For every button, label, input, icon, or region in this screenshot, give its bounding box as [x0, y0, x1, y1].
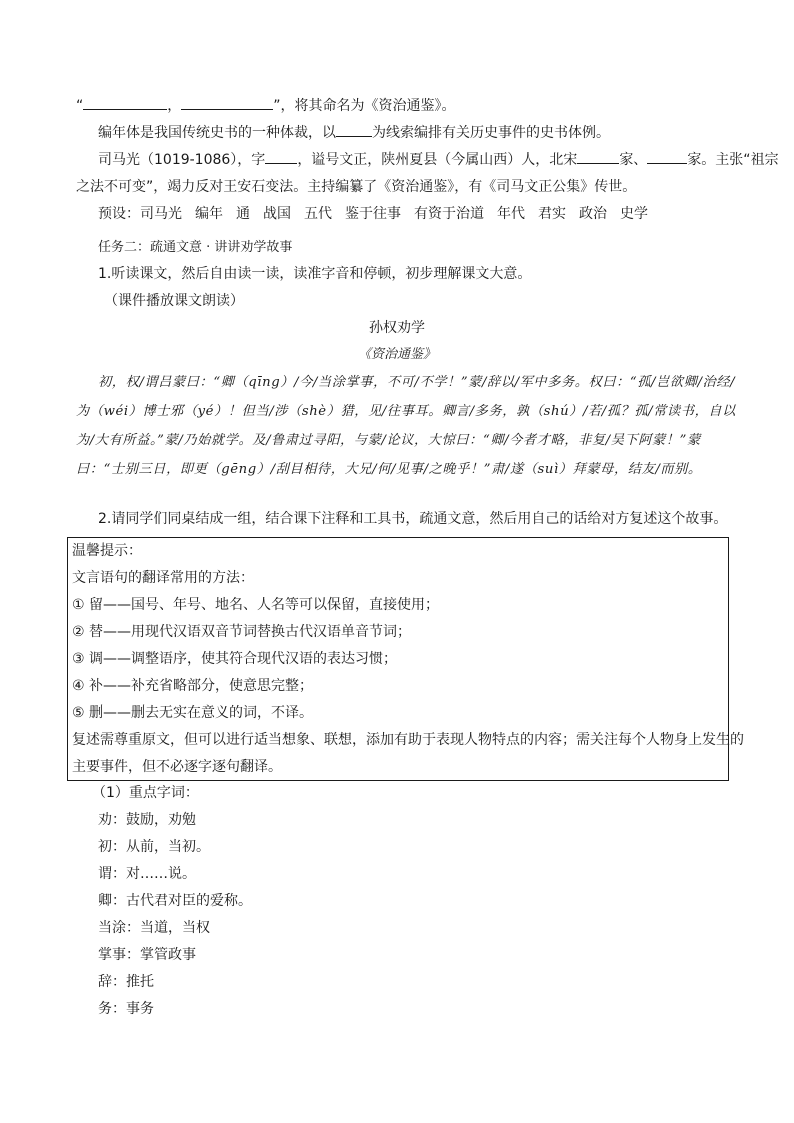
- classic-passage: 初，权/谓吕蒙曰：“卿（qīng）/今/当涂掌事，不可/不学！”蒙/辞以/军中多务。权曰：“孤/岂欲卿/治经/为（wéi）博士邪（yé）！但当/涉（shè）猎，见/往事耳。卿言/多务，孰（shú）/若/孤？孤/常读书，自以为/大有所益。”蒙/乃始就学。及/鲁肃过寻阳，与蒙/论议，大惊曰：“卿/今者才略，非复/吴下阿蒙！”蒙曰：“士别三日，即更（gēng）/刮目相待，大兄/何/见事/之晚乎！”肃/遂（suì）拜蒙母，结友/而别。: [76, 375, 736, 477]
- vocab-item: 当涂：当道，当权: [98, 920, 210, 936]
- vocab-item: 辞：推托: [98, 974, 154, 990]
- preset-answers: 预设：司马光 编年 通 战国 五代 鉴于往事 有资于治道 年代 君实 政治 史学: [98, 206, 648, 222]
- task2-step2: 2.请同学们同桌结成一组，结合课下注释和工具书，疏通文意，然后用自己的话给对方复述这个故事。: [98, 511, 728, 527]
- intro-line-2: 编年体是我国传统史书的一种体裁，以 为线索编排有关历史事件的史书体例。: [98, 120, 758, 147]
- vocab-item: 初：从前，当初。: [98, 839, 210, 855]
- blank-3[interactable]: [336, 121, 372, 137]
- text-title: 孙权劝学: [369, 320, 425, 336]
- text-source: 《资治通鉴》: [357, 347, 436, 362]
- vocab-item: 谓：对……说。: [98, 866, 196, 882]
- tips-title: 温馨提示：: [72, 543, 142, 559]
- vocab-item: 劝：鼓励，劝勉: [98, 812, 196, 828]
- vocab-heading: （1）重点字词：: [92, 785, 199, 801]
- vocab-item: 务：事务: [98, 1001, 154, 1017]
- vocab-item: 掌事：掌管政事: [98, 947, 196, 963]
- tip-item: ① 留——国号、年号、地名、人名等可以保留，直接使用；: [72, 597, 439, 613]
- task2-title: 任务二：疏通文意 · 讲讲劝学故事: [98, 240, 293, 255]
- blank-6[interactable]: [647, 148, 687, 164]
- tips-retell-1: 复述需尊重原文，但可以进行适当想象、联想，添加有助于表现人物特点的内容；需关注每个人物身上发生的: [72, 732, 744, 748]
- blank-4[interactable]: [265, 148, 297, 164]
- vocab-item: 卿：古代君对臣的爱称。: [98, 893, 252, 909]
- task2-step1: 1.听读课文，然后自由读一读，读准字音和停顿，初步理解课文大意。: [98, 266, 532, 282]
- tip-item: ② 替——用现代汉语双音节词替换古代汉语单音节词；: [72, 624, 411, 640]
- tip-item: ⑤ 删——删去无实在意义的词，不译。: [72, 705, 314, 721]
- blank-2[interactable]: [181, 94, 273, 110]
- intro-line-4: 之法不可变”，竭力反对王安石变法。主持编纂了《资治通鉴》，有《司马文正公集》传世。: [76, 179, 637, 195]
- tips-box: [67, 537, 744, 781]
- intro-line-3: 司马光（1019-1086），字 ，谥号文正，陕州夏县（今属山西）人，北宋 家、 家。主张“祖宗: [98, 147, 758, 174]
- tips-retell-2: 主要事件，但不必逐字逐句翻译。: [72, 759, 282, 775]
- task2-note: （课件播放课文朗读）: [104, 293, 244, 309]
- tips-subtitle: 文言语句的翻译常用的方法：: [72, 570, 254, 586]
- tip-item: ④ 补——补充省略部分，使意思完整；: [72, 678, 314, 694]
- blank-1[interactable]: [83, 94, 167, 110]
- tip-item: ③ 调——调整语序，使其符合现代汉语的表达习惯；: [72, 651, 397, 667]
- intro-line-1: “ ， ”，将其命名为《资治通鉴》。: [76, 93, 736, 120]
- blank-5[interactable]: [577, 148, 619, 164]
